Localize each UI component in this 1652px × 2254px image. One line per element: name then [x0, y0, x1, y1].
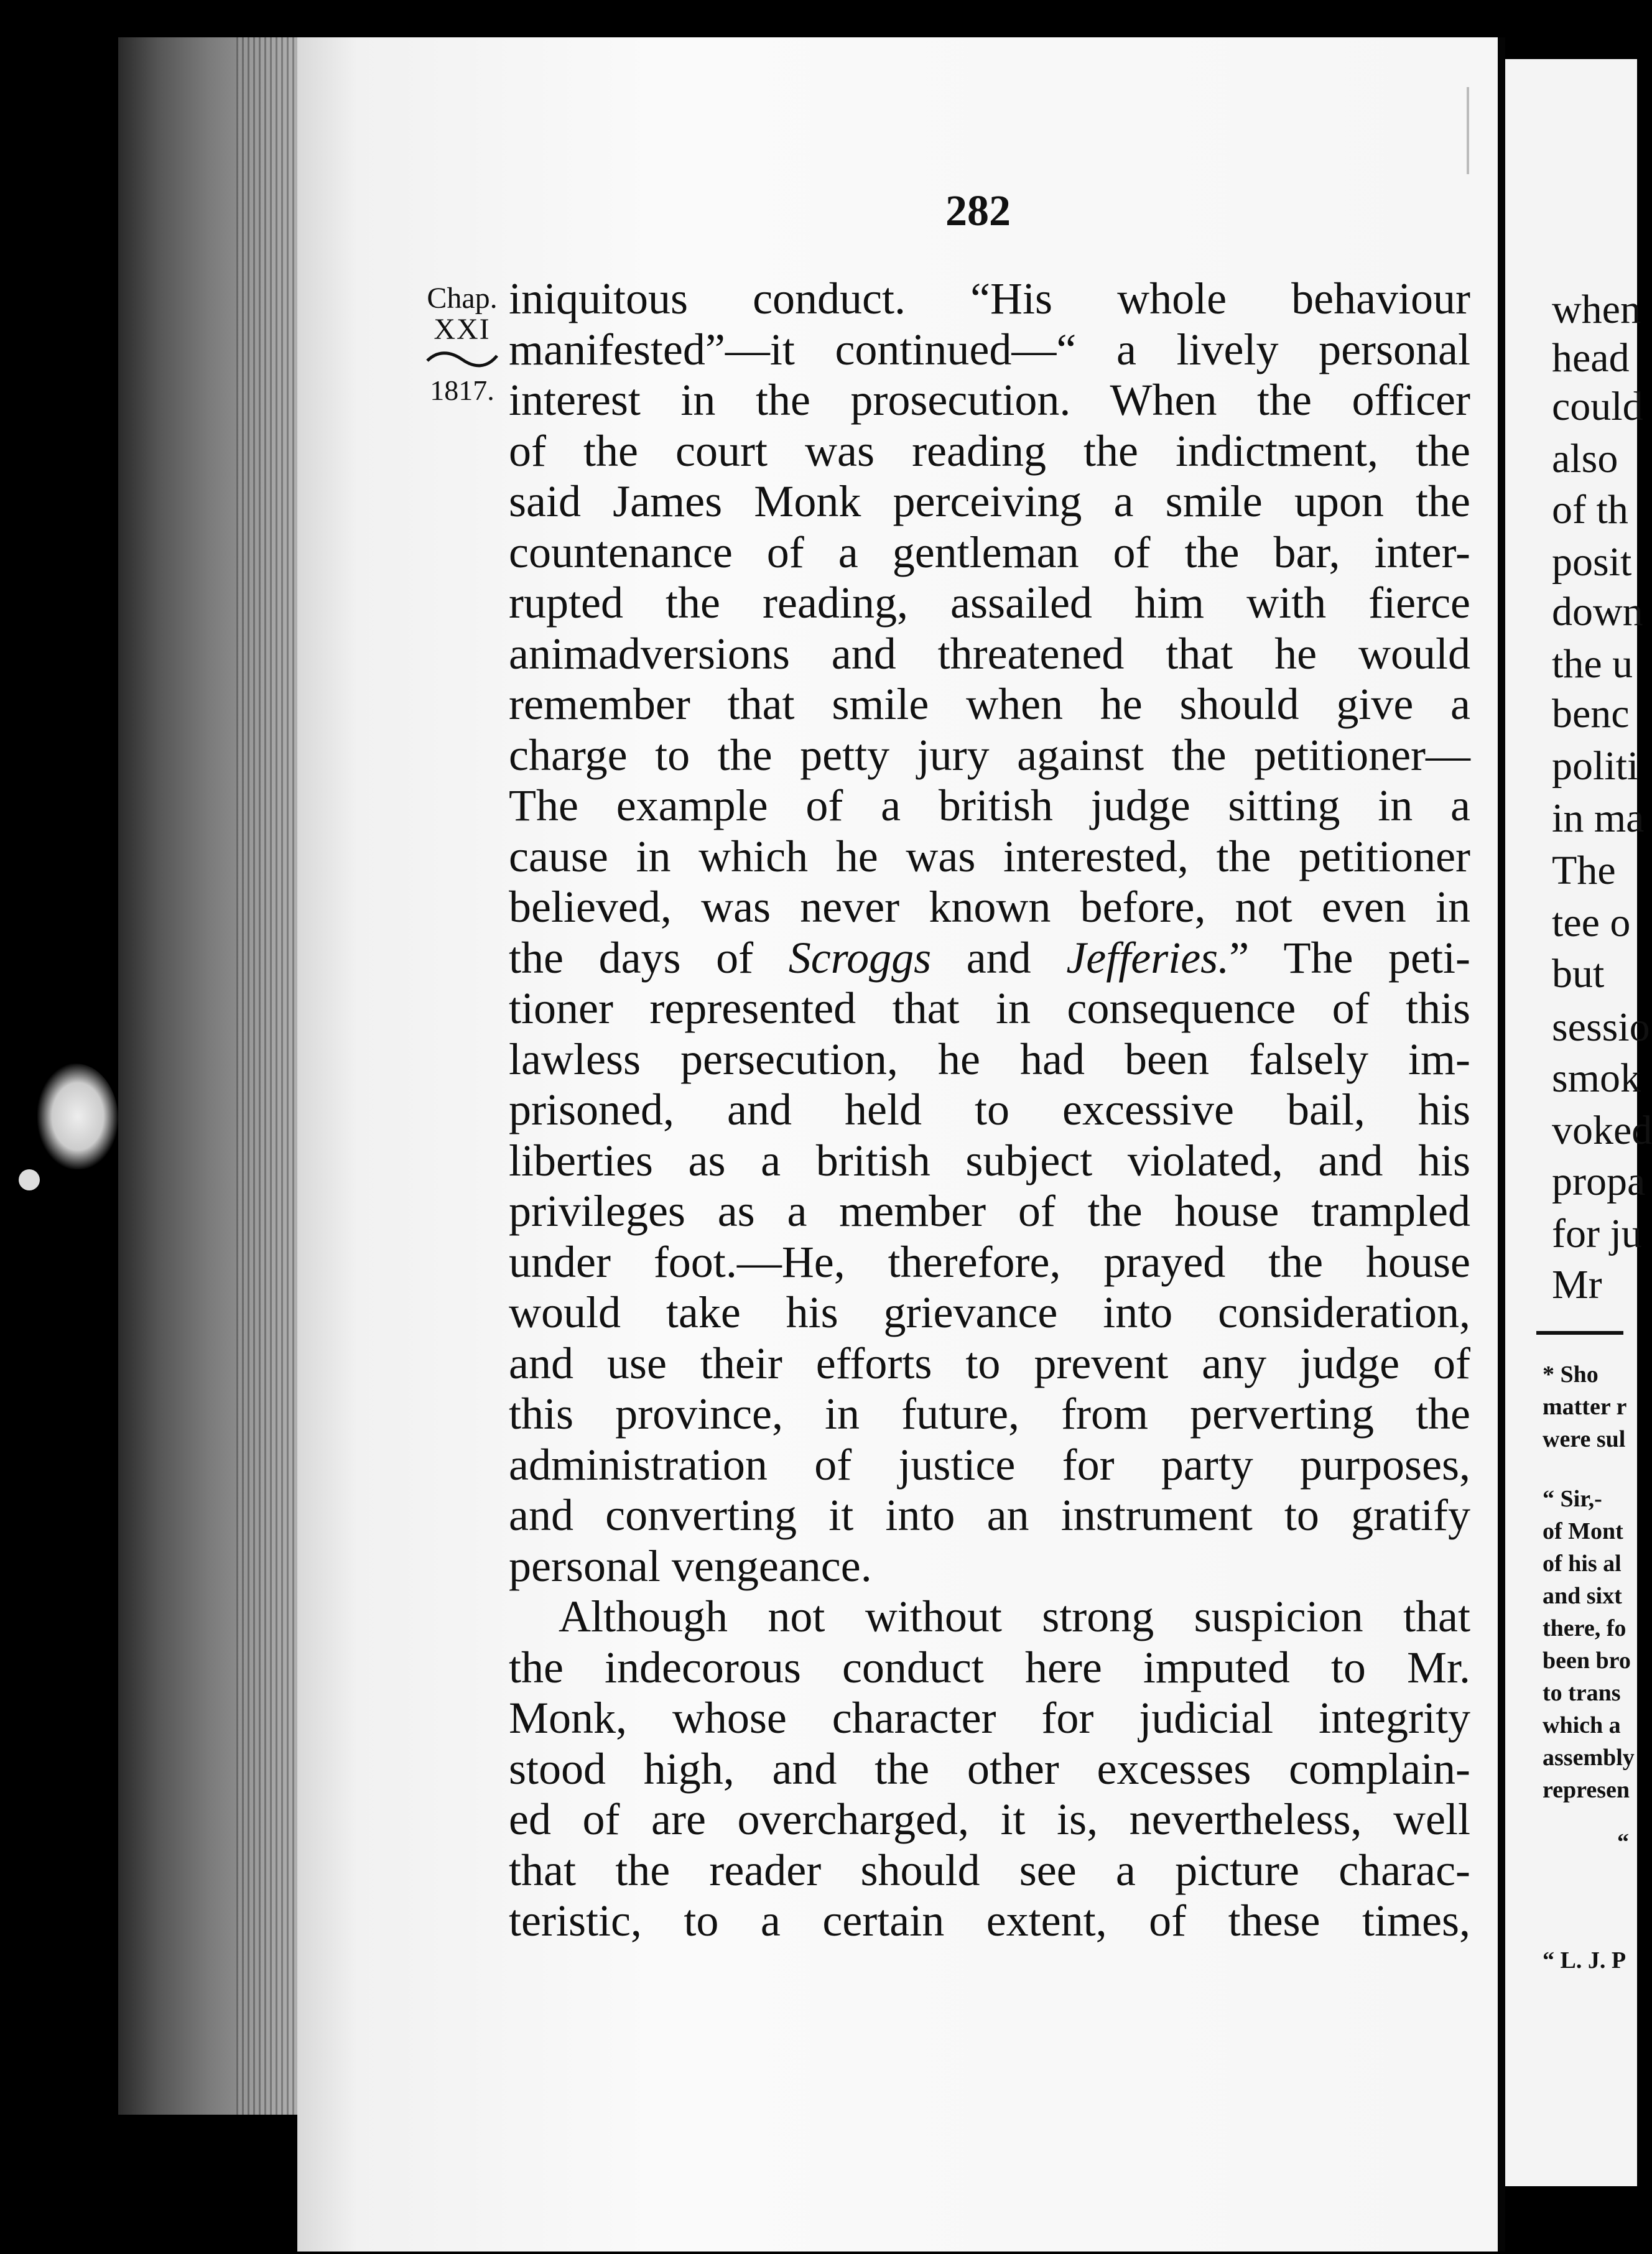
text-line: lawless persecution, he had been falsely im-	[509, 1034, 1470, 1084]
facing-footnote-line: “	[1617, 1829, 1629, 1855]
facing-text-line: tee o	[1552, 900, 1631, 945]
text-line: ed of are overcharged, it is, nevertheless, well	[509, 1794, 1470, 1844]
text-line: and use their efforts to prevent any judge of	[509, 1338, 1470, 1388]
text-line: Although not without strong suspicion that	[559, 1592, 1470, 1641]
facing-text-line: also	[1552, 436, 1618, 481]
text-line: iniquitous conduct. “His whole behaviour	[509, 274, 1470, 323]
facing-text-line: voked	[1552, 1108, 1652, 1153]
facing-footnote-line: and sixt	[1543, 1583, 1622, 1609]
paper-stain	[37, 1064, 118, 1169]
text-line: countenance of a gentleman of the bar, inter-	[509, 527, 1470, 577]
facing-footnote-line: of his al	[1543, 1551, 1622, 1577]
facing-footnote-line: were sul	[1543, 1426, 1626, 1452]
facing-text-line: propa	[1552, 1159, 1646, 1204]
facing-text-line: The	[1552, 848, 1616, 893]
text-fragment: ” The peti-	[1229, 932, 1470, 983]
margin-chapter-label: Chap.	[427, 282, 498, 315]
text-line: manifested”—it continued—“ a lively personal	[509, 324, 1470, 374]
facing-footnote-line: been bro	[1543, 1648, 1631, 1674]
facing-text-line: but	[1552, 951, 1605, 996]
footnote-rule	[1536, 1331, 1623, 1335]
facing-footnote-line: represen	[1543, 1777, 1630, 1803]
text-fragment: the days of	[509, 932, 789, 983]
margin-note	[415, 283, 509, 406]
text-line: stood high, and the other excesses complain-	[509, 1743, 1470, 1794]
text-line: personal vengeance.	[509, 1541, 872, 1591]
facing-text-line: sessio	[1552, 1004, 1650, 1050]
facing-footnote-line: there, fo	[1543, 1615, 1626, 1641]
margin-squiggle-ornament	[425, 350, 499, 368]
text-line: animadversions and threatened that he would	[509, 628, 1470, 679]
page-number: 282	[945, 187, 1011, 235]
facing-text-line: in ma	[1552, 795, 1645, 841]
facing-text-line: head	[1552, 335, 1630, 381]
facing-text-line: Mr	[1552, 1262, 1602, 1307]
text-line: remember that smile when he should give a	[509, 679, 1470, 729]
text-line: and converting it into an instrument to gratify	[509, 1490, 1470, 1540]
text-fragment: and	[931, 932, 1067, 983]
facing-text-line: smok	[1552, 1055, 1641, 1101]
facing-text-line: of th	[1552, 487, 1628, 532]
margin-year: 1817.	[430, 374, 494, 406]
text-line: that the reader should see a picture charac-	[509, 1845, 1470, 1895]
facing-footnote-line: “ Sir,-	[1543, 1486, 1602, 1512]
margin-chapter-number: XXI	[434, 313, 491, 346]
text-line: this province, in future, from perverting the	[509, 1389, 1470, 1439]
facing-footnote-line: to trans	[1543, 1680, 1621, 1706]
text-line: liberties as a british subject violated, and his	[509, 1135, 1470, 1185]
text-line: believed, was never known before, not even in	[509, 882, 1470, 932]
paper-speck	[19, 1169, 40, 1190]
text-line: cause in which he was interested, the petitioner	[509, 831, 1470, 881]
facing-footnote-line: of Mont	[1543, 1518, 1623, 1544]
text-line-italic-names	[509, 933, 1470, 984]
text-line: the indecorous conduct here imputed to Mr.	[509, 1642, 1470, 1692]
facing-footnote-line: which a	[1543, 1712, 1621, 1738]
facing-text-line: for ju	[1552, 1211, 1642, 1256]
text-line: would take his grievance into consideration,	[509, 1287, 1470, 1337]
page-edges	[236, 37, 305, 2115]
text-line: The example of a british judge sitting in a	[509, 781, 1470, 830]
text-line: said James Monk perceiving a smile upon the	[509, 476, 1470, 526]
facing-text-line: politi	[1552, 743, 1639, 789]
text-line: charge to the petty jury against the petitioner—	[509, 730, 1470, 780]
text-line: Monk, whose character for judicial integrity	[509, 1693, 1470, 1743]
text-line: privileges as a member of the house trampled	[509, 1186, 1470, 1236]
text-line: tioner represented that in consequence of this	[509, 983, 1470, 1033]
page-crease	[1467, 87, 1469, 174]
facing-text-line: benc	[1552, 691, 1630, 736]
facing-text-line: the u	[1552, 641, 1633, 687]
facing-footnote-line: assembly	[1543, 1745, 1635, 1771]
facing-footnote-line: “ L. J. P	[1543, 1947, 1626, 1973]
italic-name-scroggs: Scroggs	[788, 932, 932, 983]
italic-name-jefferies: Jefferies.	[1066, 932, 1230, 983]
text-line: under foot.—He, therefore, prayed the house	[509, 1236, 1470, 1287]
facing-footnote-line: * Sho	[1543, 1361, 1599, 1388]
facing-text-line: could	[1552, 384, 1643, 429]
facing-text-line: when	[1552, 287, 1641, 332]
text-line: teristic, to a certain extent, of these times,	[509, 1896, 1470, 1946]
facing-text-line: down	[1552, 589, 1643, 634]
text-line: interest in the prosecution. When the officer	[509, 375, 1470, 425]
text-line: administration of justice for party purposes,	[509, 1439, 1470, 1490]
text-line: of the court was reading the indictment, the	[509, 425, 1470, 476]
facing-text-line: posit	[1552, 539, 1632, 585]
facing-footnote-line: matter r	[1543, 1394, 1627, 1420]
text-line: prisoned, and held to excessive bail, his	[509, 1085, 1470, 1134]
body-text	[509, 274, 1470, 1947]
text-line: rupted the reading, assailed him with fierce	[509, 578, 1470, 628]
